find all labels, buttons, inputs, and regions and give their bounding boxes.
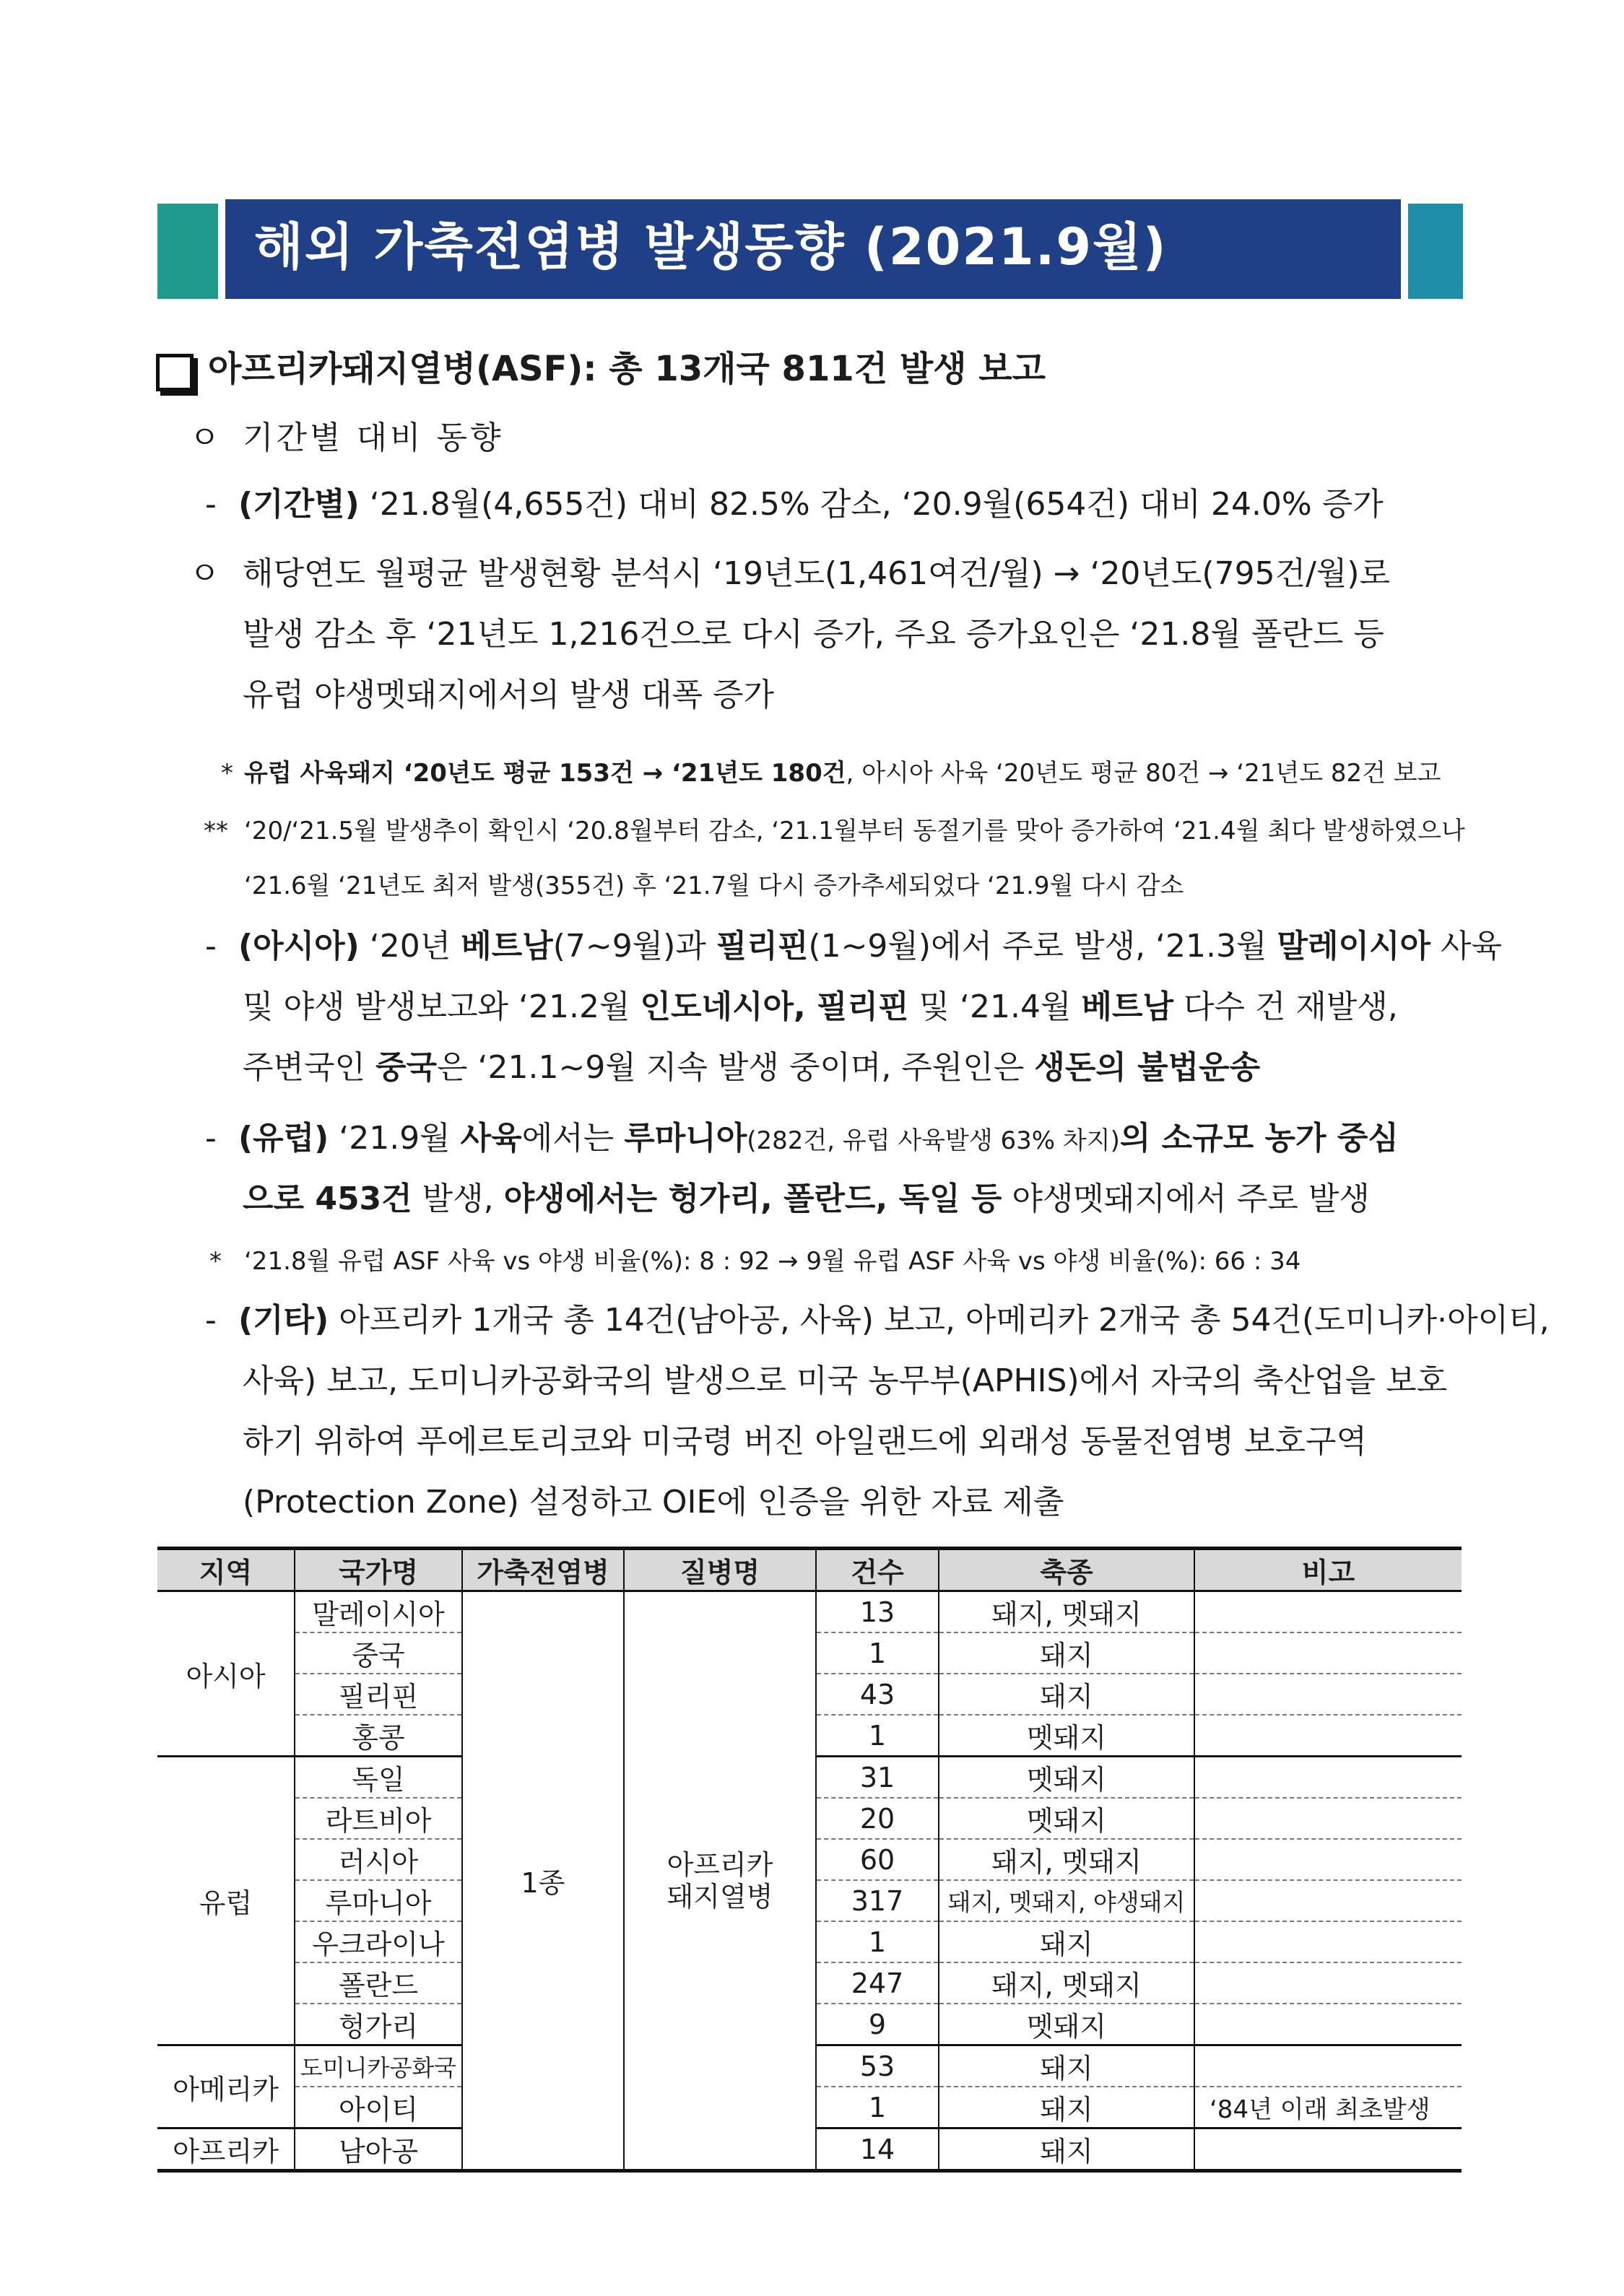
country-cell: 루마니아 [295, 1880, 462, 1921]
text-by-period: ‘21.8월(4,655건) 대비 82.5% 감소, ‘20.9월(654건) 대비 24.0% 증가 [359, 486, 1384, 523]
text: 다수 건 재발생, [1173, 988, 1398, 1025]
circle-bullet: ㅇ [189, 419, 220, 456]
species-cell: 돼지 [939, 1674, 1194, 1715]
text-small: (282건, 유럽 사육발생 63% 차지) [747, 1126, 1120, 1155]
count-cell: 20 [816, 1798, 939, 1839]
text: 에서는 [521, 1120, 625, 1157]
note-cell: ‘84년 이래 최초발생 [1194, 2087, 1462, 2128]
text-bold: 베트남 [1081, 988, 1173, 1025]
paragraph-period-trend: 기간별 대비 동향 [243, 419, 504, 456]
paragraph-europe-line2 [243, 1177, 1370, 1222]
region-cell: 아시아 [157, 1591, 295, 1757]
count-cell: 31 [816, 1757, 939, 1799]
label-by-period: (기간별) [238, 486, 360, 523]
text-bold: 생돈의 불법운송 [1034, 1049, 1261, 1086]
note-cell [1194, 1880, 1462, 1921]
paragraph-europe-line1 [238, 1116, 1399, 1163]
disease-name-cell: 아프리카 돼지열병 [624, 1591, 816, 2171]
text: (1~9월)에서 주로 발생, ‘21.3월 [808, 928, 1277, 965]
paragraph-monthly-line1: 해당연도 월평균 발생현황 분석시 ‘19년도(1,461여건/월) → ‘20년도(795건/월)로 [243, 555, 1391, 592]
note-cell [1194, 2004, 1462, 2045]
species-cell: 멧돼지 [939, 1715, 1194, 1757]
region-cell: 유럽 [157, 1757, 295, 2045]
text: 은 ‘21.1~9월 지속 발생 중이며, 주원인은 [437, 1049, 1035, 1086]
species-cell: 돼지 [939, 2045, 1194, 2087]
footnote-trend-line2: ‘21.6월 ‘21년도 최저 발생(355건) 후 ‘21.7월 다시 증가추세되었다 ‘21.9월 다시 감소 [244, 871, 1184, 900]
footnote-trend-line1: ‘20/‘21.5월 발생추이 확인시 ‘20.8월부터 감소, ‘21.1월부터 동절기를 맞아 증가하여 ‘21.4월 최다 발생하였으나 [244, 817, 1465, 845]
dash-bullet: - [205, 928, 217, 965]
text-bold: 의 소규모 농가 중심 [1119, 1120, 1399, 1157]
footnote-mark: * [221, 759, 233, 788]
checkbox-icon [156, 354, 194, 391]
circle-bullet: ㅇ [189, 555, 220, 592]
label-europe: (유럽) [238, 1120, 329, 1157]
count-cell: 1 [816, 2087, 939, 2128]
table-row [157, 1591, 1462, 1633]
label-other: (기타) [238, 1302, 329, 1339]
species-cell: 돼지 [939, 2128, 1194, 2171]
header-disease-category: 가축전염병 [462, 1549, 624, 1591]
count-cell: 60 [816, 1839, 939, 1880]
label-asia: (아시아) [238, 928, 360, 965]
country-cell: 라트비아 [295, 1798, 462, 1839]
paragraph-asia-line3 [243, 1045, 1260, 1090]
header-country: 국가명 [295, 1549, 462, 1591]
paragraph-monthly-line3: 유럽 야생멧돼지에서의 발생 대폭 증가 [243, 677, 775, 713]
note-cell [1194, 2045, 1462, 2087]
country-cell: 필리핀 [295, 1674, 462, 1715]
count-cell: 9 [816, 2004, 939, 2045]
species-cell: 멧돼지 [939, 1798, 1194, 1839]
note-cell [1194, 1591, 1462, 1633]
text: 및 야생 발생보고와 ‘21.2월 [243, 988, 641, 1025]
text: 아프리카 1개국 총 14건(남아공, 사육) 보고, 아메리카 2개국 총 54건(도미니카·아이티, [329, 1302, 1550, 1339]
footnote-ratio: ‘21.8월 유럽 ASF 사육 vs 야생 비율(%): 8 : 92 → 9월 유럽 ASF 사육 vs 야생 비율(%): 66 : 34 [244, 1247, 1301, 1276]
text: ‘21.9월 [329, 1120, 461, 1157]
country-cell: 말레이시아 [295, 1591, 462, 1633]
text-bold: 으로 453건 [243, 1180, 412, 1217]
country-cell: 러시아 [295, 1839, 462, 1880]
paragraph-asia-line1 [238, 924, 1502, 969]
note-cell [1194, 1962, 1462, 2004]
title-accent-right [1408, 204, 1463, 299]
species-cell: 돼지, 멧돼지 [939, 1591, 1194, 1633]
text: 발생, [412, 1180, 504, 1217]
country-cell: 헝가리 [295, 2004, 462, 2045]
note-cell [1194, 2128, 1462, 2171]
species-cell: 돼지, 멧돼지 [939, 1962, 1194, 2004]
text-bold: 필리핀 [716, 928, 809, 965]
header-region: 지역 [157, 1549, 295, 1591]
count-cell: 14 [816, 2128, 939, 2171]
note-cell [1194, 1715, 1462, 1757]
header-disease-name: 질병명 [624, 1549, 816, 1591]
species-cell: 돼지, 멧돼지, 야생돼지 [939, 1880, 1194, 1921]
count-cell: 43 [816, 1674, 939, 1715]
dash-bullet: - [205, 1302, 217, 1339]
paragraph-other-line3: 하기 위하여 푸에르토리코와 미국령 버진 아일랜드에 외래성 동물전염병 보호구역 [243, 1423, 1368, 1460]
note-cell [1194, 1798, 1462, 1839]
country-cell: 도미니카공화국 [295, 2045, 462, 2087]
text: 야생멧돼지에서 주로 발생 [1002, 1180, 1370, 1217]
note-cell [1194, 1757, 1462, 1799]
paragraph-other-line2: 사육) 보고, 도미니카공화국의 발생으로 미국 농무부(APHIS)에서 자국의 축산업을 보호 [243, 1362, 1448, 1399]
footnote-mark: ** [204, 817, 228, 845]
count-cell: 247 [816, 1962, 939, 2004]
paragraph-asia-line2 [243, 985, 1398, 1030]
paragraph-by-period [238, 482, 1384, 527]
header-count: 건수 [816, 1549, 939, 1591]
region-cell: 아프리카 [157, 2128, 295, 2171]
species-cell: 돼지 [939, 1632, 1194, 1674]
text-bold: 야생에서는 헝가리, 폴란드, 독일 등 [503, 1180, 1002, 1217]
table-body [157, 1591, 1462, 2171]
count-cell: 1 [816, 1715, 939, 1757]
text-bold: 인도네시아, 필리핀 [640, 988, 909, 1025]
paragraph-other-line1 [238, 1298, 1550, 1343]
text: 사육 [1430, 928, 1503, 965]
count-cell: 53 [816, 2045, 939, 2087]
outbreak-table [157, 1547, 1462, 2173]
paragraph-monthly-line2: 발생 감소 후 ‘21년도 1,216건으로 다시 증가, 주요 증가요인은 ‘21.8월 폴란드 등 [243, 616, 1384, 653]
text: 및 ‘21.4월 [908, 988, 1082, 1025]
count-cell: 13 [816, 1591, 939, 1633]
country-cell: 우크라이나 [295, 1921, 462, 1962]
dash-bullet: - [205, 1120, 217, 1157]
species-cell: 돼지, 멧돼지 [939, 1839, 1194, 1880]
paragraph-other-line4: (Protection Zone) 설정하고 OIE에 인증을 위한 자료 제출 [243, 1484, 1064, 1521]
dash-bullet: - [205, 486, 217, 523]
header-note: 비고 [1194, 1549, 1462, 1591]
footnote-europe-bold: 유럽 사육돼지 ‘20년도 평균 153건 → ‘21년도 180건 [244, 759, 846, 788]
note-cell [1194, 1674, 1462, 1715]
header-species: 축종 [939, 1549, 1194, 1591]
table-header-row [157, 1549, 1462, 1591]
country-cell: 홍콩 [295, 1715, 462, 1757]
note-cell [1194, 1921, 1462, 1962]
section-heading: 아프리카돼지열병(ASF): 총 13개국 811건 발생 보고 [208, 349, 1046, 389]
note-cell [1194, 1632, 1462, 1674]
species-cell: 멧돼지 [939, 1757, 1194, 1799]
count-cell: 317 [816, 1880, 939, 1921]
footnote-asia-text: , 아시아 사육 ‘20년도 평균 80건 → ‘21년도 82건 보고 [846, 759, 1441, 788]
count-cell: 1 [816, 1632, 939, 1674]
footnote-mark: * [209, 1247, 222, 1276]
text-bold: 루마니아 [624, 1120, 747, 1157]
species-cell: 멧돼지 [939, 2004, 1194, 2045]
disease-category-cell: 1종 [462, 1591, 624, 2171]
country-cell: 독일 [295, 1757, 462, 1799]
region-cell: 아메리카 [157, 2045, 295, 2128]
country-cell: 남아공 [295, 2128, 462, 2171]
text: (7~9월)과 [552, 928, 716, 965]
text-bold: 사육 [460, 1120, 522, 1157]
species-cell: 돼지 [939, 1921, 1194, 1962]
page-title: 해외 가축전염병 발생동향 (2021.9월) [254, 217, 1168, 277]
count-cell: 1 [816, 1921, 939, 1962]
country-cell: 아이티 [295, 2087, 462, 2128]
species-cell: 돼지 [939, 2087, 1194, 2128]
text-bold: 베트남 [461, 928, 553, 965]
text: 주변국인 [243, 1049, 376, 1086]
country-cell: 중국 [295, 1632, 462, 1674]
country-cell: 폴란드 [295, 1962, 462, 2004]
text-bold: 중국 [375, 1049, 438, 1086]
text: ‘20년 [359, 928, 461, 965]
title-accent-left [157, 204, 218, 299]
footnote-europe-asia [244, 755, 1441, 791]
note-cell [1194, 1839, 1462, 1880]
text-bold: 말레이시아 [1277, 928, 1431, 965]
